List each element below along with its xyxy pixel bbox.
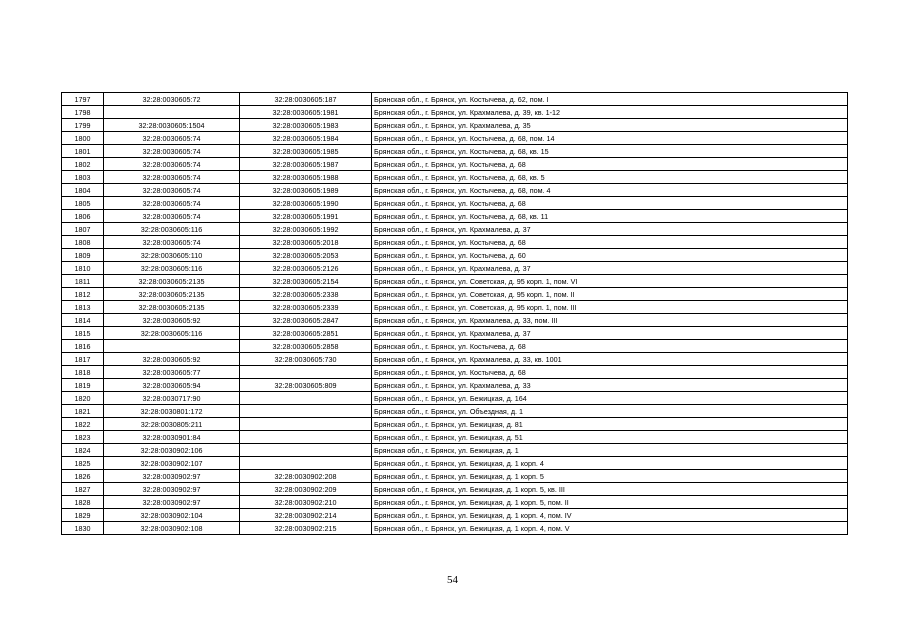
table-row bbox=[62, 522, 848, 535]
row-number-cell: 1818 bbox=[62, 366, 104, 379]
row-number-cell: 1829 bbox=[62, 509, 104, 522]
address-cell: Брянская обл., г. Брянск, ул. Бежицкая, д. 1 корп. 5 bbox=[372, 470, 848, 483]
row-number-cell: 1830 bbox=[62, 522, 104, 535]
row-number-cell: 1825 bbox=[62, 457, 104, 470]
address-cell: Брянская обл., г. Брянск, ул. Крахмалева, д. 39, кв. 1-12 bbox=[372, 106, 848, 119]
row-number-cell: 1815 bbox=[62, 327, 104, 340]
row-number-cell: 1824 bbox=[62, 444, 104, 457]
table-row bbox=[62, 509, 848, 522]
parcel-cadastral-number-cell: 32:28:0030605:116 bbox=[104, 223, 240, 236]
object-cadastral-number-cell: 32:28:0030605:187 bbox=[240, 93, 372, 106]
row-number-cell: 1802 bbox=[62, 158, 104, 171]
table-row bbox=[62, 392, 848, 405]
table-row bbox=[62, 184, 848, 197]
table-row bbox=[62, 236, 848, 249]
object-cadastral-number-cell bbox=[240, 418, 372, 431]
address-cell: Брянская обл., г. Брянск, ул. Советская, д. 95 корп. 1, пом. III bbox=[372, 301, 848, 314]
address-cell: Брянская обл., г. Брянск, ул. Крахмалева, д. 37 bbox=[372, 327, 848, 340]
table-row bbox=[62, 470, 848, 483]
row-number-cell: 1811 bbox=[62, 275, 104, 288]
object-cadastral-number-cell: 32:28:0030605:2339 bbox=[240, 301, 372, 314]
parcel-cadastral-number-cell: 32:28:0030801:172 bbox=[104, 405, 240, 418]
table-row bbox=[62, 301, 848, 314]
object-cadastral-number-cell: 32:28:0030605:2154 bbox=[240, 275, 372, 288]
parcel-cadastral-number-cell: 32:28:0030605:77 bbox=[104, 366, 240, 379]
table-row bbox=[62, 431, 848, 444]
address-cell: Брянская обл., г. Брянск, ул. Бежицкая, д. 1 корп. 4, пом. V bbox=[372, 522, 848, 535]
address-cell: Брянская обл., г. Брянск, ул. Бежицкая, д. 1 корп. 4, пом. IV bbox=[372, 509, 848, 522]
object-cadastral-number-cell: 32:28:0030605:1991 bbox=[240, 210, 372, 223]
object-cadastral-number-cell: 32:28:0030902:214 bbox=[240, 509, 372, 522]
object-cadastral-number-cell: 32:28:0030605:2858 bbox=[240, 340, 372, 353]
row-number-cell: 1807 bbox=[62, 223, 104, 236]
table-row bbox=[62, 288, 848, 301]
object-cadastral-number-cell bbox=[240, 431, 372, 444]
row-number-cell: 1821 bbox=[62, 405, 104, 418]
address-cell: Брянская обл., г. Брянск, ул. Бежицкая, д. 51 bbox=[372, 431, 848, 444]
parcel-cadastral-number-cell: 32:28:0030605:74 bbox=[104, 197, 240, 210]
row-number-cell: 1827 bbox=[62, 483, 104, 496]
parcel-cadastral-number-cell: 32:28:0030605:2135 bbox=[104, 288, 240, 301]
object-cadastral-number-cell: 32:28:0030605:1981 bbox=[240, 106, 372, 119]
table-body bbox=[62, 93, 848, 535]
cadastral-table bbox=[61, 92, 848, 535]
object-cadastral-number-cell bbox=[240, 444, 372, 457]
address-cell: Брянская обл., г. Брянск, ул. Костычева, д. 68 bbox=[372, 236, 848, 249]
address-cell: Брянская обл., г. Брянск, ул. Советская, д. 95 корп. 1, пом. II bbox=[372, 288, 848, 301]
row-number-cell: 1806 bbox=[62, 210, 104, 223]
address-cell: Брянская обл., г. Брянск, ул. Костычева, д. 68, пом. 14 bbox=[372, 132, 848, 145]
row-number-cell: 1798 bbox=[62, 106, 104, 119]
parcel-cadastral-number-cell: 32:28:0030605:92 bbox=[104, 353, 240, 366]
row-number-cell: 1803 bbox=[62, 171, 104, 184]
object-cadastral-number-cell: 32:28:0030605:1992 bbox=[240, 223, 372, 236]
object-cadastral-number-cell: 32:28:0030605:2851 bbox=[240, 327, 372, 340]
row-number-cell: 1800 bbox=[62, 132, 104, 145]
address-cell: Брянская обл., г. Брянск, ул. Бежицкая, д. 81 bbox=[372, 418, 848, 431]
row-number-cell: 1805 bbox=[62, 197, 104, 210]
row-number-cell: 1799 bbox=[62, 119, 104, 132]
object-cadastral-number-cell: 32:28:0030605:1983 bbox=[240, 119, 372, 132]
table-row bbox=[62, 457, 848, 470]
address-cell: Брянская обл., г. Брянск, ул. Костычева, д. 60 bbox=[372, 249, 848, 262]
parcel-cadastral-number-cell: 32:28:0030605:74 bbox=[104, 236, 240, 249]
row-number-cell: 1820 bbox=[62, 392, 104, 405]
row-number-cell: 1823 bbox=[62, 431, 104, 444]
row-number-cell: 1828 bbox=[62, 496, 104, 509]
address-cell: Брянская обл., г. Брянск, ул. Крахмалева, д. 33, пом. III bbox=[372, 314, 848, 327]
parcel-cadastral-number-cell: 32:28:0030605:74 bbox=[104, 210, 240, 223]
address-cell: Брянская обл., г. Брянск, ул. Костычева, д. 68, кв. 15 bbox=[372, 145, 848, 158]
table-row bbox=[62, 379, 848, 392]
table-row bbox=[62, 171, 848, 184]
parcel-cadastral-number-cell: 32:28:0030902:106 bbox=[104, 444, 240, 457]
parcel-cadastral-number-cell: 32:28:0030605:74 bbox=[104, 158, 240, 171]
parcel-cadastral-number-cell: 32:28:0030717:90 bbox=[104, 392, 240, 405]
table-row bbox=[62, 353, 848, 366]
object-cadastral-number-cell: 32:28:0030902:210 bbox=[240, 496, 372, 509]
table-row bbox=[62, 145, 848, 158]
row-number-cell: 1817 bbox=[62, 353, 104, 366]
table-row bbox=[62, 483, 848, 496]
row-number-cell: 1812 bbox=[62, 288, 104, 301]
parcel-cadastral-number-cell: 32:28:0030605:74 bbox=[104, 145, 240, 158]
row-number-cell: 1813 bbox=[62, 301, 104, 314]
parcel-cadastral-number-cell: 32:28:0030902:97 bbox=[104, 496, 240, 509]
table-row bbox=[62, 197, 848, 210]
address-cell: Брянская обл., г. Брянск, ул. Костычева, д. 68, кв. 5 bbox=[372, 171, 848, 184]
parcel-cadastral-number-cell: 32:28:0030605:116 bbox=[104, 327, 240, 340]
parcel-cadastral-number-cell: 32:28:0030605:72 bbox=[104, 93, 240, 106]
table-row bbox=[62, 496, 848, 509]
parcel-cadastral-number-cell: 32:28:0030902:97 bbox=[104, 470, 240, 483]
parcel-cadastral-number-cell: 32:28:0030605:74 bbox=[104, 184, 240, 197]
object-cadastral-number-cell: 32:28:0030902:209 bbox=[240, 483, 372, 496]
address-cell: Брянская обл., г. Брянск, ул. Бежицкая, д. 1 корп. 5, кв. III bbox=[372, 483, 848, 496]
parcel-cadastral-number-cell: 32:28:0030605:110 bbox=[104, 249, 240, 262]
table-row bbox=[62, 249, 848, 262]
address-cell: Брянская обл., г. Брянск, ул. Крахмалева, д. 35 bbox=[372, 119, 848, 132]
address-cell: Брянская обл., г. Брянск, ул. Бежицкая, д. 164 bbox=[372, 392, 848, 405]
row-number-cell: 1822 bbox=[62, 418, 104, 431]
row-number-cell: 1816 bbox=[62, 340, 104, 353]
parcel-cadastral-number-cell: 32:28:0030901:84 bbox=[104, 431, 240, 444]
table-row bbox=[62, 275, 848, 288]
row-number-cell: 1801 bbox=[62, 145, 104, 158]
address-cell: Брянская обл., г. Брянск, ул. Крахмалева, д. 33, кв. 1001 bbox=[372, 353, 848, 366]
address-cell: Брянская обл., г. Брянск, ул. Бежицкая, д. 1 корп. 4 bbox=[372, 457, 848, 470]
table-row bbox=[62, 314, 848, 327]
parcel-cadastral-number-cell: 32:28:0030605:1504 bbox=[104, 119, 240, 132]
address-cell: Брянская обл., г. Брянск, ул. Костычева, д. 68 bbox=[372, 197, 848, 210]
address-cell: Брянская обл., г. Брянск, ул. Костычева, д. 62, пом. I bbox=[372, 93, 848, 106]
object-cadastral-number-cell: 32:28:0030902:215 bbox=[240, 522, 372, 535]
object-cadastral-number-cell bbox=[240, 366, 372, 379]
row-number-cell: 1819 bbox=[62, 379, 104, 392]
address-cell: Брянская обл., г. Брянск, ул. Крахмалева, д. 33 bbox=[372, 379, 848, 392]
table-row bbox=[62, 210, 848, 223]
table-row bbox=[62, 366, 848, 379]
object-cadastral-number-cell: 32:28:0030605:1989 bbox=[240, 184, 372, 197]
row-number-cell: 1826 bbox=[62, 470, 104, 483]
object-cadastral-number-cell bbox=[240, 457, 372, 470]
table-row bbox=[62, 405, 848, 418]
object-cadastral-number-cell: 32:28:0030605:2847 bbox=[240, 314, 372, 327]
address-cell: Брянская обл., г. Брянск, ул. Бежицкая, д. 1 корп. 5, пом. II bbox=[372, 496, 848, 509]
parcel-cadastral-number-cell: 32:28:0030902:108 bbox=[104, 522, 240, 535]
object-cadastral-number-cell: 32:28:0030605:2018 bbox=[240, 236, 372, 249]
table-row bbox=[62, 119, 848, 132]
table-row bbox=[62, 327, 848, 340]
parcel-cadastral-number-cell: 32:28:0030605:2135 bbox=[104, 275, 240, 288]
object-cadastral-number-cell bbox=[240, 405, 372, 418]
parcel-cadastral-number-cell: 32:28:0030605:94 bbox=[104, 379, 240, 392]
table-row bbox=[62, 132, 848, 145]
address-cell: Брянская обл., г. Брянск, ул. Бежицкая, д. 1 bbox=[372, 444, 848, 457]
parcel-cadastral-number-cell bbox=[104, 340, 240, 353]
table-row bbox=[62, 444, 848, 457]
parcel-cadastral-number-cell: 32:28:0030605:116 bbox=[104, 262, 240, 275]
object-cadastral-number-cell: 32:28:0030605:1988 bbox=[240, 171, 372, 184]
table-row bbox=[62, 340, 848, 353]
table-row bbox=[62, 223, 848, 236]
table-row bbox=[62, 418, 848, 431]
object-cadastral-number-cell: 32:28:0030605:2126 bbox=[240, 262, 372, 275]
object-cadastral-number-cell: 32:28:0030605:1984 bbox=[240, 132, 372, 145]
object-cadastral-number-cell: 32:28:0030902:208 bbox=[240, 470, 372, 483]
parcel-cadastral-number-cell: 32:28:0030605:92 bbox=[104, 314, 240, 327]
table-row bbox=[62, 106, 848, 119]
parcel-cadastral-number-cell: 32:28:0030902:107 bbox=[104, 457, 240, 470]
row-number-cell: 1814 bbox=[62, 314, 104, 327]
table-row bbox=[62, 262, 848, 275]
parcel-cadastral-number-cell: 32:28:0030902:97 bbox=[104, 483, 240, 496]
address-cell: Брянская обл., г. Брянск, ул. Костычева, д. 68, пом. 4 bbox=[372, 184, 848, 197]
parcel-cadastral-number-cell: 32:28:0030605:2135 bbox=[104, 301, 240, 314]
address-cell: Брянская обл., г. Брянск, ул. Крахмалева, д. 37 bbox=[372, 223, 848, 236]
table-row bbox=[62, 93, 848, 106]
object-cadastral-number-cell: 32:28:0030605:1985 bbox=[240, 145, 372, 158]
address-cell: Брянская обл., г. Брянск, ул. Советская, д. 95 корп. 1, пом. VI bbox=[372, 275, 848, 288]
object-cadastral-number-cell: 32:28:0030605:1990 bbox=[240, 197, 372, 210]
object-cadastral-number-cell: 32:28:0030605:730 bbox=[240, 353, 372, 366]
parcel-cadastral-number-cell: 32:28:0030902:104 bbox=[104, 509, 240, 522]
object-cadastral-number-cell: 32:28:0030605:1987 bbox=[240, 158, 372, 171]
row-number-cell: 1809 bbox=[62, 249, 104, 262]
address-cell: Брянская обл., г. Брянск, ул. Костычева, д. 68 bbox=[372, 366, 848, 379]
parcel-cadastral-number-cell bbox=[104, 106, 240, 119]
object-cadastral-number-cell: 32:28:0030605:2338 bbox=[240, 288, 372, 301]
object-cadastral-number-cell bbox=[240, 392, 372, 405]
object-cadastral-number-cell: 32:28:0030605:2053 bbox=[240, 249, 372, 262]
object-cadastral-number-cell: 32:28:0030605:809 bbox=[240, 379, 372, 392]
row-number-cell: 1810 bbox=[62, 262, 104, 275]
address-cell: Брянская обл., г. Брянск, ул. Объездная, д. 1 bbox=[372, 405, 848, 418]
page-number: 54 bbox=[447, 574, 458, 586]
address-cell: Брянская обл., г. Брянск, ул. Костычева, д. 68 bbox=[372, 158, 848, 171]
row-number-cell: 1797 bbox=[62, 93, 104, 106]
row-number-cell: 1808 bbox=[62, 236, 104, 249]
row-number-cell: 1804 bbox=[62, 184, 104, 197]
parcel-cadastral-number-cell: 32:28:0030605:74 bbox=[104, 171, 240, 184]
address-cell: Брянская обл., г. Брянск, ул. Костычева, д. 68, кв. 11 bbox=[372, 210, 848, 223]
address-cell: Брянская обл., г. Брянск, ул. Костычева, д. 68 bbox=[372, 340, 848, 353]
table-row bbox=[62, 158, 848, 171]
address-cell: Брянская обл., г. Брянск, ул. Крахмалева, д. 37 bbox=[372, 262, 848, 275]
parcel-cadastral-number-cell: 32:28:0030805:211 bbox=[104, 418, 240, 431]
parcel-cadastral-number-cell: 32:28:0030605:74 bbox=[104, 132, 240, 145]
